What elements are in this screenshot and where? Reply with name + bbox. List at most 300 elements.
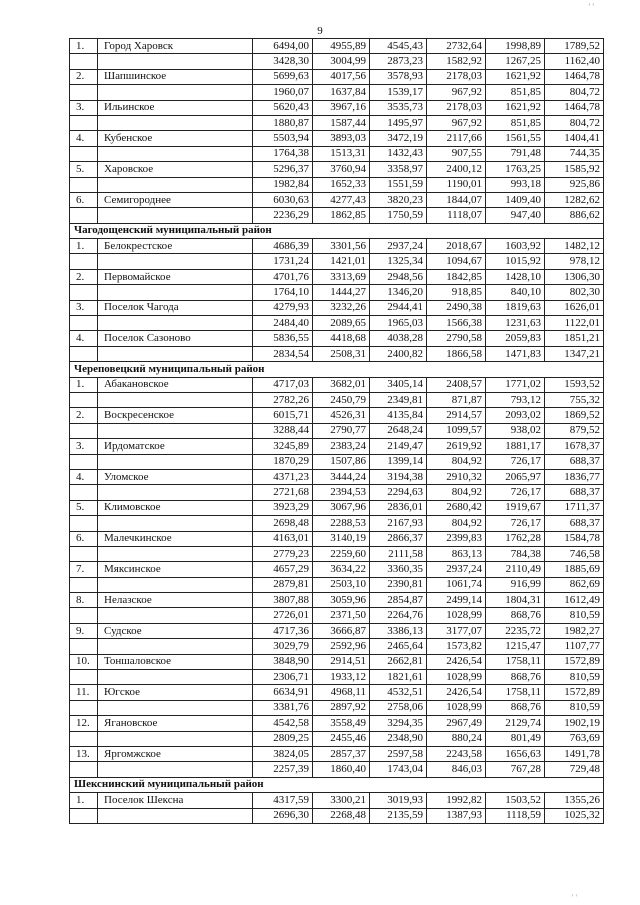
value-cell: 1656,63 — [486, 746, 545, 761]
row-index — [70, 485, 98, 500]
row-index: 2. — [70, 269, 98, 284]
value-cell: 3358,97 — [370, 162, 427, 177]
value-cell: 2680,42 — [427, 500, 486, 515]
value-cell: 2426,54 — [427, 654, 486, 669]
value-cell: 2426,54 — [427, 685, 486, 700]
value-cell: 2399,83 — [427, 531, 486, 546]
value-cell: 4317,59 — [253, 793, 313, 808]
row-index: 5. — [70, 162, 98, 177]
value-cell: 784,38 — [486, 546, 545, 561]
value-cell: 1028,99 — [427, 608, 486, 623]
corner-marks: ' ' — [588, 2, 594, 12]
value-cell: 6634,91 — [253, 685, 313, 700]
value-cell: 871,87 — [427, 392, 486, 407]
value-cell: 804,72 — [545, 85, 604, 100]
value-cell: 2948,56 — [370, 269, 427, 284]
value-cell: 3428,30 — [253, 54, 313, 69]
value-cell: 3666,87 — [313, 623, 370, 638]
value-cell: 1612,49 — [545, 593, 604, 608]
value-cell: 2897,92 — [313, 700, 370, 715]
row-index: 1. — [70, 377, 98, 392]
value-cell: 1933,12 — [313, 670, 370, 685]
settlement-continuation-row — [70, 54, 604, 69]
value-cell: 993,18 — [486, 177, 545, 192]
value-cell: 2110,49 — [486, 562, 545, 577]
settlement-row — [70, 269, 604, 284]
value-cell: 1885,69 — [545, 562, 604, 577]
value-cell: 1731,24 — [253, 254, 313, 269]
value-cell: 1804,31 — [486, 593, 545, 608]
row-index — [70, 146, 98, 161]
value-cell: 2779,23 — [253, 546, 313, 561]
value-cell: 1582,92 — [427, 54, 486, 69]
value-cell: 2758,06 — [370, 700, 427, 715]
value-cell: 916,99 — [486, 577, 545, 592]
value-cell: 5699,63 — [253, 69, 313, 84]
value-cell: 767,28 — [486, 762, 545, 777]
value-cell: 1404,41 — [545, 131, 604, 146]
settlement-continuation-row — [70, 639, 604, 654]
value-cell: 4279,93 — [253, 300, 313, 315]
value-cell: 1870,29 — [253, 454, 313, 469]
value-cell: 1347,21 — [545, 346, 604, 361]
value-cell: 2721,68 — [253, 485, 313, 500]
row-index — [70, 808, 98, 823]
settlement-name: Уломское — [98, 469, 253, 484]
value-cell: 2349,81 — [370, 392, 427, 407]
settlement-name: Белокрестское — [98, 239, 253, 254]
value-cell: 1711,37 — [545, 500, 604, 515]
value-cell: 2111,58 — [370, 546, 427, 561]
settlement-name: Шапшинское — [98, 69, 253, 84]
value-cell: 3923,29 — [253, 500, 313, 515]
value-cell: 2268,48 — [313, 808, 370, 823]
value-cell: 2967,49 — [427, 716, 486, 731]
value-cell: 2499,14 — [427, 593, 486, 608]
value-cell: 2264,76 — [370, 608, 427, 623]
value-cell: 1572,89 — [545, 654, 604, 669]
row-index — [70, 392, 98, 407]
settlement-continuation-row — [70, 254, 604, 269]
value-cell: 1678,37 — [545, 439, 604, 454]
settlement-continuation-row — [70, 146, 604, 161]
value-cell: 2400,82 — [370, 346, 427, 361]
value-cell: 801,49 — [486, 731, 545, 746]
settlement-name: Судское — [98, 623, 253, 638]
value-cell: 1107,77 — [545, 639, 604, 654]
value-cell: 2834,54 — [253, 346, 313, 361]
value-cell: 3535,73 — [370, 100, 427, 115]
settlement-continuation-row — [70, 670, 604, 685]
settlement-name — [98, 608, 253, 623]
value-cell: 746,58 — [545, 546, 604, 561]
value-cell: 2937,24 — [427, 562, 486, 577]
value-cell: 1758,11 — [486, 685, 545, 700]
value-cell: 4545,43 — [370, 39, 427, 54]
settlement-continuation-row — [70, 85, 604, 100]
value-cell: 3067,96 — [313, 500, 370, 515]
value-cell: 4017,56 — [313, 69, 370, 84]
settlement-continuation-row — [70, 808, 604, 823]
row-index — [70, 639, 98, 654]
tariff-table — [69, 38, 604, 824]
value-cell: 3558,49 — [313, 716, 370, 731]
settlement-name: Поселок Шексна — [98, 793, 253, 808]
value-cell: 1652,33 — [313, 177, 370, 192]
row-index: 3. — [70, 300, 98, 315]
value-cell: 1860,40 — [313, 762, 370, 777]
settlement-continuation-row — [70, 346, 604, 361]
value-cell: 2914,57 — [427, 408, 486, 423]
value-cell: 5836,55 — [253, 331, 313, 346]
value-cell: 729,48 — [545, 762, 604, 777]
row-index — [70, 546, 98, 561]
settlement-name — [98, 392, 253, 407]
settlement-name — [98, 208, 253, 223]
value-cell: 1621,92 — [486, 100, 545, 115]
settlement-name — [98, 700, 253, 715]
value-cell: 3893,03 — [313, 131, 370, 146]
settlement-row — [70, 100, 604, 115]
settlement-row — [70, 131, 604, 146]
value-cell: 1960,07 — [253, 85, 313, 100]
value-cell: 1593,52 — [545, 377, 604, 392]
value-cell: 2135,59 — [370, 808, 427, 823]
value-cell: 2503,10 — [313, 577, 370, 592]
value-cell: 1190,01 — [427, 177, 486, 192]
value-cell: 2348,90 — [370, 731, 427, 746]
row-index — [70, 731, 98, 746]
value-cell: 791,48 — [486, 146, 545, 161]
settlement-continuation-row — [70, 608, 604, 623]
value-cell: 763,69 — [545, 731, 604, 746]
row-index — [70, 670, 98, 685]
value-cell: 2508,31 — [313, 346, 370, 361]
value-cell: 4526,31 — [313, 408, 370, 423]
row-index — [70, 454, 98, 469]
value-cell: 2873,23 — [370, 54, 427, 69]
settlement-name — [98, 115, 253, 130]
row-index: 12. — [70, 716, 98, 731]
value-cell: 938,02 — [486, 423, 545, 438]
value-cell: 3848,90 — [253, 654, 313, 669]
settlement-name: Тоншаловское — [98, 654, 253, 669]
value-cell: 1355,26 — [545, 793, 604, 808]
value-cell: 2450,79 — [313, 392, 370, 407]
value-cell: 1881,17 — [486, 439, 545, 454]
value-cell: 1771,02 — [486, 377, 545, 392]
settlement-name — [98, 254, 253, 269]
settlement-row — [70, 562, 604, 577]
value-cell: 1464,78 — [545, 69, 604, 84]
value-cell: 1561,55 — [486, 131, 545, 146]
row-index: 7. — [70, 562, 98, 577]
value-cell: 3381,76 — [253, 700, 313, 715]
value-cell: 1387,93 — [427, 808, 486, 823]
settlement-name: Малечкинское — [98, 531, 253, 546]
value-cell: 2018,67 — [427, 239, 486, 254]
value-cell: 1122,01 — [545, 316, 604, 331]
value-cell: 1842,85 — [427, 269, 486, 284]
value-cell: 1432,43 — [370, 146, 427, 161]
value-cell: 1862,85 — [313, 208, 370, 223]
value-cell: 1464,78 — [545, 100, 604, 115]
value-cell: 1507,86 — [313, 454, 370, 469]
value-cell: 1585,92 — [545, 162, 604, 177]
value-cell: 2149,47 — [370, 439, 427, 454]
row-index: 13. — [70, 746, 98, 761]
settlement-name — [98, 762, 253, 777]
row-index: 1. — [70, 39, 98, 54]
value-cell: 2866,37 — [370, 531, 427, 546]
settlement-name — [98, 577, 253, 592]
value-cell: 1482,12 — [545, 239, 604, 254]
settlement-name — [98, 454, 253, 469]
value-cell: 1444,27 — [313, 285, 370, 300]
row-index — [70, 608, 98, 623]
value-cell: 2836,01 — [370, 500, 427, 515]
value-cell: 1982,84 — [253, 177, 313, 192]
settlement-row — [70, 685, 604, 700]
value-cell: 2914,51 — [313, 654, 370, 669]
value-cell: 810,59 — [545, 670, 604, 685]
value-cell: 1061,74 — [427, 577, 486, 592]
settlement-name: Нелазское — [98, 593, 253, 608]
row-index — [70, 285, 98, 300]
value-cell: 1819,63 — [486, 300, 545, 315]
value-cell: 1028,99 — [427, 670, 486, 685]
value-cell: 851,85 — [486, 85, 545, 100]
value-cell: 3313,69 — [313, 269, 370, 284]
value-cell: 3967,16 — [313, 100, 370, 115]
settlement-continuation-row — [70, 454, 604, 469]
value-cell: 5296,37 — [253, 162, 313, 177]
settlement-row — [70, 593, 604, 608]
table-body — [70, 39, 604, 824]
district-header-row — [70, 777, 604, 792]
value-cell: 2243,58 — [427, 746, 486, 761]
value-cell: 1421,01 — [313, 254, 370, 269]
value-cell: 1099,57 — [427, 423, 486, 438]
value-cell: 2236,29 — [253, 208, 313, 223]
value-cell: 2592,96 — [313, 639, 370, 654]
settlement-name — [98, 731, 253, 746]
settlement-continuation-row — [70, 731, 604, 746]
settlement-continuation-row — [70, 546, 604, 561]
value-cell: 1215,47 — [486, 639, 545, 654]
value-cell: 810,59 — [545, 608, 604, 623]
value-cell: 3405,14 — [370, 377, 427, 392]
value-cell: 2465,64 — [370, 639, 427, 654]
value-cell: 2790,58 — [427, 331, 486, 346]
value-cell: 4717,36 — [253, 623, 313, 638]
settlement-continuation-row — [70, 177, 604, 192]
district-name: Шекснинский муниципальный район — [70, 777, 604, 792]
value-cell: 3232,26 — [313, 300, 370, 315]
value-cell: 3288,44 — [253, 423, 313, 438]
value-cell: 1428,10 — [486, 269, 545, 284]
value-cell: 688,37 — [545, 516, 604, 531]
value-cell: 2597,58 — [370, 746, 427, 761]
value-cell: 2117,66 — [427, 131, 486, 146]
value-cell: 726,17 — [486, 454, 545, 469]
value-cell: 868,76 — [486, 670, 545, 685]
settlement-row — [70, 331, 604, 346]
value-cell: 886,62 — [545, 208, 604, 223]
value-cell: 4955,89 — [313, 39, 370, 54]
value-cell: 868,76 — [486, 608, 545, 623]
settlement-name: Мяксинское — [98, 562, 253, 577]
settlement-row — [70, 793, 604, 808]
value-cell: 2782,26 — [253, 392, 313, 407]
row-index: 2. — [70, 408, 98, 423]
settlement-row — [70, 300, 604, 315]
value-cell: 3634,22 — [313, 562, 370, 577]
settlement-name — [98, 316, 253, 331]
value-cell: 3059,96 — [313, 593, 370, 608]
value-cell: 3029,79 — [253, 639, 313, 654]
value-cell: 2371,50 — [313, 608, 370, 623]
value-cell: 1503,52 — [486, 793, 545, 808]
value-cell: 1919,67 — [486, 500, 545, 515]
settlement-name — [98, 485, 253, 500]
district-header-row — [70, 223, 604, 238]
value-cell: 2648,24 — [370, 423, 427, 438]
value-cell: 880,24 — [427, 731, 486, 746]
settlement-name: Поселок Сазоново — [98, 331, 253, 346]
value-cell: 2408,57 — [427, 377, 486, 392]
value-cell: 2259,60 — [313, 546, 370, 561]
district-name: Череповецкий муниципальный район — [70, 362, 604, 377]
row-index — [70, 177, 98, 192]
value-cell: 1982,27 — [545, 623, 604, 638]
value-cell: 1902,19 — [545, 716, 604, 731]
value-cell: 1621,92 — [486, 69, 545, 84]
settlement-name: Яргомжское — [98, 746, 253, 761]
settlement-name: Поселок Чагода — [98, 300, 253, 315]
settlement-continuation-row — [70, 762, 604, 777]
settlement-name — [98, 85, 253, 100]
value-cell: 925,86 — [545, 177, 604, 192]
value-cell: 4418,68 — [313, 331, 370, 346]
value-cell: 1572,89 — [545, 685, 604, 700]
row-index — [70, 254, 98, 269]
page-number: 9 — [317, 25, 323, 37]
district-header-row — [70, 362, 604, 377]
value-cell: 2400,12 — [427, 162, 486, 177]
settlement-name: Абакановское — [98, 377, 253, 392]
value-cell: 1495,97 — [370, 115, 427, 130]
value-cell: 688,37 — [545, 454, 604, 469]
row-index: 4. — [70, 331, 98, 346]
settlement-continuation-row — [70, 485, 604, 500]
settlement-continuation-row — [70, 316, 604, 331]
value-cell: 4701,76 — [253, 269, 313, 284]
value-cell: 2235,72 — [486, 623, 545, 638]
value-cell: 4277,43 — [313, 192, 370, 207]
value-cell: 1539,17 — [370, 85, 427, 100]
settlement-name — [98, 146, 253, 161]
value-cell: 5503,94 — [253, 131, 313, 146]
value-cell: 1869,52 — [545, 408, 604, 423]
value-cell: 1637,84 — [313, 85, 370, 100]
settlement-row — [70, 654, 604, 669]
value-cell: 2944,41 — [370, 300, 427, 315]
value-cell: 1325,34 — [370, 254, 427, 269]
value-cell: 3760,94 — [313, 162, 370, 177]
value-cell: 2662,81 — [370, 654, 427, 669]
value-cell: 1584,78 — [545, 531, 604, 546]
value-cell: 2455,46 — [313, 731, 370, 746]
value-cell: 1094,67 — [427, 254, 486, 269]
value-cell: 755,32 — [545, 392, 604, 407]
value-cell: 840,10 — [486, 285, 545, 300]
value-cell: 2394,53 — [313, 485, 370, 500]
value-cell: 1015,92 — [486, 254, 545, 269]
value-cell: 1844,07 — [427, 192, 486, 207]
value-cell: 1162,40 — [545, 54, 604, 69]
value-cell: 1491,78 — [545, 746, 604, 761]
value-cell: 879,52 — [545, 423, 604, 438]
settlement-continuation-row — [70, 392, 604, 407]
value-cell: 793,12 — [486, 392, 545, 407]
value-cell: 1821,61 — [370, 670, 427, 685]
row-index — [70, 208, 98, 223]
row-index: 1. — [70, 239, 98, 254]
value-cell: 1998,89 — [486, 39, 545, 54]
settlement-row — [70, 746, 604, 761]
value-cell: 2167,93 — [370, 516, 427, 531]
value-cell: 1603,92 — [486, 239, 545, 254]
settlement-row — [70, 377, 604, 392]
value-cell: 1965,03 — [370, 316, 427, 331]
value-cell: 2790,77 — [313, 423, 370, 438]
row-index: 4. — [70, 131, 98, 146]
row-index — [70, 85, 98, 100]
value-cell: 1851,21 — [545, 331, 604, 346]
value-cell: 1513,31 — [313, 146, 370, 161]
settlement-continuation-row — [70, 516, 604, 531]
district-name: Чагодощенский муниципальный район — [70, 223, 604, 238]
value-cell: 1992,82 — [427, 793, 486, 808]
value-cell: 1025,32 — [545, 808, 604, 823]
settlement-row — [70, 239, 604, 254]
settlement-name — [98, 177, 253, 192]
row-index: 4. — [70, 469, 98, 484]
value-cell: 851,85 — [486, 115, 545, 130]
value-cell: 1118,07 — [427, 208, 486, 223]
row-index: 9. — [70, 623, 98, 638]
settlement-name: Воскресенское — [98, 408, 253, 423]
value-cell: 863,13 — [427, 546, 486, 561]
value-cell: 3140,19 — [313, 531, 370, 546]
value-cell: 3386,13 — [370, 623, 427, 638]
value-cell: 2288,53 — [313, 516, 370, 531]
value-cell: 1626,01 — [545, 300, 604, 315]
value-cell: 3824,05 — [253, 746, 313, 761]
value-cell: 3194,38 — [370, 469, 427, 484]
value-cell: 2937,24 — [370, 239, 427, 254]
settlement-continuation-row — [70, 700, 604, 715]
settlement-name — [98, 808, 253, 823]
row-index — [70, 577, 98, 592]
value-cell: 862,69 — [545, 577, 604, 592]
settlement-name — [98, 423, 253, 438]
value-cell: 2879,81 — [253, 577, 313, 592]
settlement-row — [70, 623, 604, 638]
value-cell: 3472,19 — [370, 131, 427, 146]
value-cell: 802,30 — [545, 285, 604, 300]
